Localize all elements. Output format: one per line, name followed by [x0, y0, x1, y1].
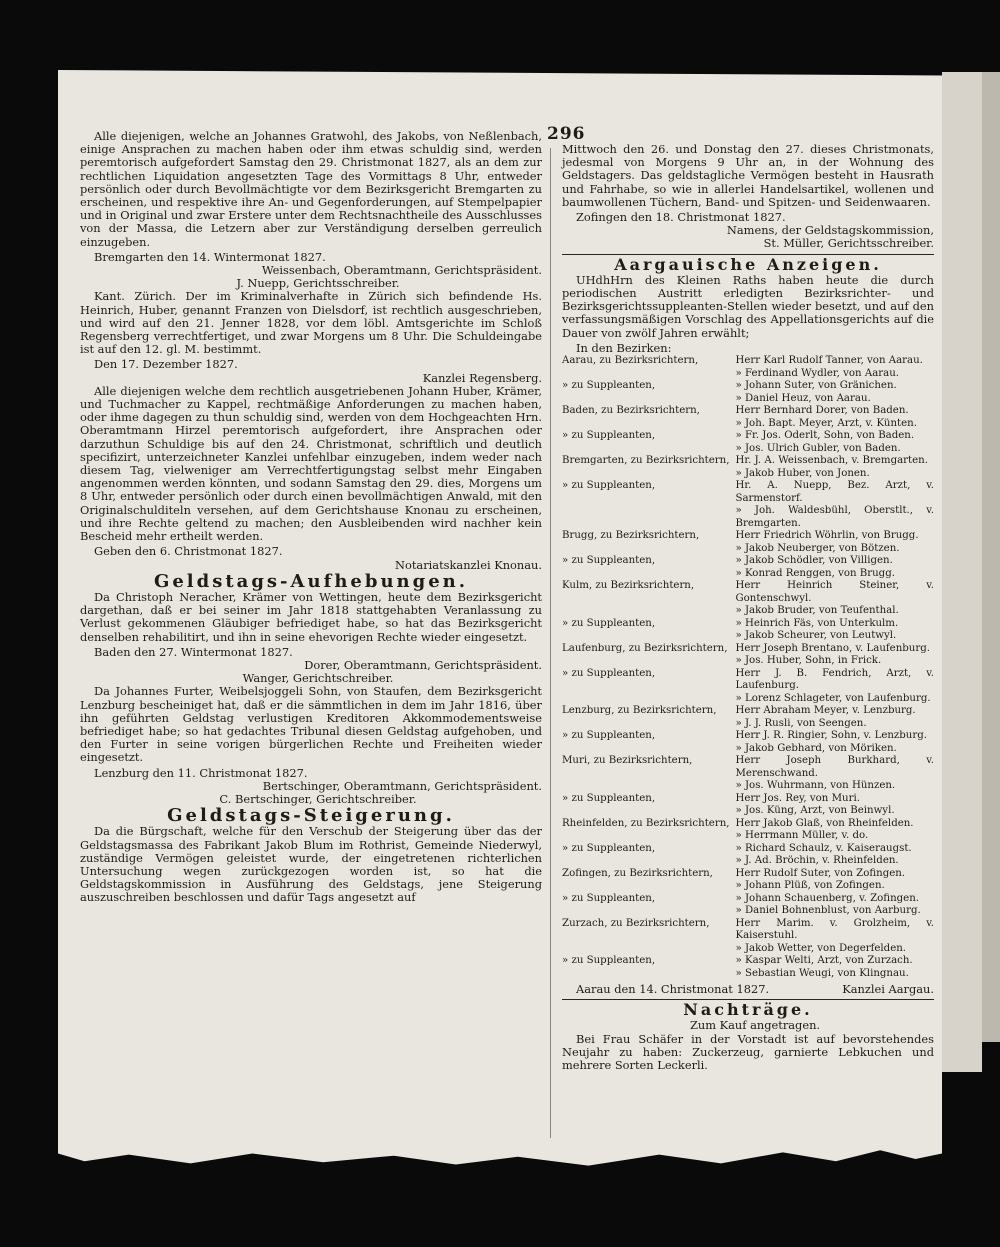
appointment-role — [562, 743, 730, 756]
appointment-row — [562, 718, 934, 731]
appointment-name: » Fr. Jos. Oderlt, Sohn, von Baden. — [735, 430, 915, 442]
appointment-role — [562, 393, 730, 406]
appointment-row — [562, 730, 934, 743]
in-den-bezirken: In den Bezirken: — [576, 340, 672, 355]
appointment-role: » zu Suppleanten, — [562, 555, 656, 567]
appointment-role — [562, 880, 730, 893]
appointment-row — [562, 893, 934, 906]
appointment-name: » Jos. Huber, Sohn, in Frick. — [735, 655, 882, 667]
appointment-row — [562, 655, 934, 668]
appointment-name: » Johann Suter, von Gränichen. — [735, 380, 897, 392]
appointment-row — [562, 430, 934, 443]
appointment-row — [562, 955, 934, 968]
appointment-name: » Daniel Heuz, von Aarau. — [735, 392, 871, 404]
appointment-row — [562, 368, 934, 381]
section-heading-steigerung: Geldstags-Steigerung. — [167, 805, 455, 827]
appointment-name: » Jakob Neuberger, von Bötzen. — [735, 542, 900, 554]
notice-signature: Weissenbach, Oberamtmann, Gerichtspräsident. — [261, 263, 542, 278]
appointment-row — [562, 818, 934, 831]
notice-date: Lenzburg den 11. Christmonat 1827. — [94, 765, 308, 780]
appointment-name: Herr Joseph Brentano, v. Laufenburg. — [735, 642, 930, 654]
appointments-table — [562, 355, 934, 980]
appointment-name: » Jakob Gebhard, von Möriken. — [735, 742, 897, 754]
appointment-role: » zu Suppleanten, — [562, 842, 656, 854]
left-column — [80, 130, 542, 907]
appointment-row — [562, 443, 934, 456]
appointment-role: » zu Suppleanten, — [562, 792, 656, 804]
appointment-name: » Sebastian Weugi, von Klingnau. — [735, 967, 909, 979]
appointment-row — [562, 630, 934, 643]
appointment-row — [562, 905, 934, 918]
appointment-row — [562, 468, 934, 481]
section-heading-nachtraege: Nachträge. — [683, 1000, 813, 1020]
appointment-row — [562, 705, 934, 718]
appointment-row — [562, 880, 934, 893]
appointment-row — [562, 793, 934, 806]
anzeigen-footer — [562, 983, 934, 996]
appointment-name: Herr Karl Rudolf Tanner, von Aarau. — [735, 355, 923, 367]
appointment-name: » Ferdinand Wydler, von Aarau. — [735, 367, 900, 379]
appointment-name: » J. J. Rusli, von Seengen. — [735, 717, 867, 729]
appointment-name: » Richard Schaulz, v. Kaiseraugst. — [735, 842, 912, 854]
notice-date: Aarau den 14. Christmonat 1827. — [576, 982, 770, 997]
appointment-name: » Jos. Wuhrmann, von Hünzen. — [735, 780, 896, 792]
appointment-row — [562, 543, 934, 556]
appointment-role — [562, 718, 730, 731]
appointment-name: Herr Jakob Glaß, von Rheinfelden. — [735, 817, 914, 829]
notice-signature: Dorer, Oberamtmann, Gerichtspräsident. — [304, 657, 542, 672]
appointment-role — [562, 655, 730, 668]
appointment-name: Herr Rudolf Suter, von Zofingen. — [735, 867, 906, 879]
column-divider — [550, 148, 551, 1138]
appointment-row — [562, 580, 934, 605]
notice-signature: C. Bertschinger, Gerichtschreiber. — [219, 791, 417, 806]
appointment-name: » Daniel Bohnenblust, von Aarburg. — [735, 905, 921, 917]
appointment-row — [562, 693, 934, 706]
next-page-edge — [942, 72, 982, 1072]
appointment-name: » Jos. Küng, Arzt, von Beinwyl. — [735, 805, 895, 817]
section-heading-anzeigen: Aargauische Anzeigen. — [614, 254, 882, 274]
notice-blum-continued: Mittwoch den 26. und Donstag den 27. dieses Christmonats, jedesmal von Morgens 9 Uhr an, in der Wohnung des Geldstagers. Das geldstagliche Vermögen besteht in Hausrath und Fahrhabe, so wie in allerlei Handelsartikel, wollenen und baumwollenen Tüchern, Band- und Spitzen- und Seidenwaaren. — [562, 142, 934, 209]
appointment-row — [562, 855, 934, 868]
appointment-role: Bremgarten, zu Bezirksrichtern, — [562, 455, 730, 467]
appointment-role — [562, 568, 730, 581]
appointment-name: » Joh. Bapt. Meyer, Arzt, v. Künten. — [735, 417, 917, 429]
appointment-name: » Jakob Schödler, von Villigen. — [735, 555, 893, 567]
appointment-row — [562, 418, 934, 431]
appointment-role — [562, 505, 730, 530]
appointment-role: Rheinfelden, zu Bezirksrichtern, — [562, 817, 730, 829]
appointment-role — [562, 543, 730, 556]
appointment-role — [562, 855, 730, 868]
notice-date: Geben den 6. Christmonat 1827. — [94, 544, 283, 559]
appointment-row — [562, 968, 934, 981]
appointment-name: Hr. J. A. Weissenbach, v. Bremgarten. — [735, 455, 928, 467]
appointment-name: » Jakob Bruder, von Teufenthal. — [735, 605, 899, 617]
appointment-role: Baden, zu Bezirksrichtern, — [562, 405, 700, 417]
appointment-row — [562, 568, 934, 581]
notice-zurich: Kant. Zürich. Der im Kriminalverhafte in Zürich sich befindende Hs. Heinrich, Huber, genannt Franzen von Dielsdorf, ist rechtlich ausgeschrieben, und wird auf den 21. Jenner 1828, vor dem löbl. Amtsgerichte im Schloß Regensberg verrechtfertiget, und zwar Morgens um 8 Uhr. Die Schuldeingabe ist auf den 12. gl. M. bestimmt. — [80, 289, 542, 357]
appointment-role — [562, 630, 730, 643]
appointment-name: Herr Heinrich Steiner, v. Gontenschwyl. — [735, 580, 934, 604]
appointment-row — [562, 480, 934, 505]
appointment-role — [562, 943, 730, 956]
appointment-role: Muri, zu Bezirksrichtern, — [562, 755, 693, 767]
section-heading-aufhebungen: Geldstags-Aufhebungen. — [153, 570, 469, 592]
notice-huber: Alle diejenigen welche dem rechtlich ausgetriebenen Johann Huber, Krämer, und Tuchmacher zu Kappel, rechtmäßige Anforderungen zu machen haben, oder ihme dagegen zu thun schuldig sind, werden von dem Hochgeachten Hrn. Oberamtmann Hirzel peremtorisch aufgefordert, ihre Ansprachen oder darzuthun Schuldige bis auf den 24. Christmonat, schriftlich und deutlich specifizirt, unterzeichneter Kanzlei unfehlbar einzugeben, indem weder nach diesem Tag, vielweniger am Verrechtfertigungstag selbst mehr Eingaben angenommen werden könnten, und sodann Samstag den 29. dies, Morgens um 8 Uhr, entweder persönlich oder durch einen bevollmächtigen Anwald, mit den Originalschulditeln versehen, auf dem Gerichtshause Knonau zu erscheinen, und ihre Rechte geltend zu machen; den Ausbleibenden wird nachher kein Bescheid mehr ertheilt werden. — [80, 383, 542, 544]
nachtraege-subheading: Zum Kauf angetragen. — [689, 1018, 821, 1033]
appointment-name: » Joh. Waldesbühl, Oberstlt., v. Bremgarten. — [735, 505, 934, 529]
notice-furter: Da Johannes Furter, Weibelsjoggeli Sohn, von Staufen, dem Bezirksgericht Lenzburg bescheiniget hat, daß er die sämmtlichen in dem im Jahr 1816, über ihn geführten Geldstag verlustigen Kreditoren Akkommodementsweise befriediget habe; so hat gedachtes Tribunal diesen Geldstag aufgehoben, und den Furter in seine vorigen bürgerlichen Rechte und Freiheiten wieder eingesetzt. — [80, 684, 542, 765]
appointment-name: » Jakob Huber, von Jonen. — [735, 467, 870, 479]
appointment-name: Herr Friedrich Wöhrlin, von Brugg. — [735, 530, 919, 542]
appointment-row — [562, 405, 934, 418]
appointment-name: Herr Bernhard Dorer, von Baden. — [735, 405, 909, 417]
appointment-row — [562, 605, 934, 618]
nachtraege-text: Bei Frau Schäfer in der Vorstadt ist auf bevorstehendes Neujahr zu haben: Zuckerzeug, garnierte Lebkuchen und mehrere Sorten Leckerli. — [562, 1031, 934, 1073]
appointment-role: Zurzach, zu Bezirksrichtern, — [562, 917, 710, 929]
page-number: 296 — [547, 124, 586, 144]
appointment-name: » Johann Plüß, von Zofingen. — [735, 880, 885, 892]
appointment-name: Herr Joseph Burkhard, v. Merenschwand. — [735, 755, 934, 779]
notice-signature: J. Nuepp, Gerichtsschreiber. — [236, 276, 400, 291]
appointment-role: » zu Suppleanten, — [562, 617, 656, 629]
appointment-name: » Kaspar Welti, Arzt, von Zurzach. — [735, 955, 913, 967]
appointment-row — [562, 380, 934, 393]
notice-signature: Namens, der Geldstagskommission, — [726, 223, 934, 238]
appointment-role — [562, 693, 730, 706]
notice-neracher: Da Christoph Neracher, Krämer von Wettingen, heute dem Bezirksgericht dargethan, daß er bei seiner im Jahr 1818 stattgehabten Veranlassung zu Verlust gekommenen Gläubiger befriediget habe, so hat das Bezirksgericht denselben rehabilitirt, und ihn in seine ehevorigen Rechte wieder eingesetzt. — [80, 589, 542, 644]
appointment-role — [562, 905, 730, 918]
notice-date: Baden den 27. Wintermonat 1827. — [94, 644, 293, 659]
appointment-row — [562, 943, 934, 956]
appointment-row — [562, 530, 934, 543]
appointment-role: » zu Suppleanten, — [562, 892, 656, 904]
appointment-role: » zu Suppleanten, — [562, 430, 656, 442]
appointment-name: » Jakob Scheurer, von Leutwyl. — [735, 630, 897, 642]
appointment-name: » Heinrich Fäs, von Unterkulm. — [735, 617, 899, 629]
appointment-row — [562, 355, 934, 368]
appointment-role — [562, 780, 730, 793]
appointment-row — [562, 555, 934, 568]
appointment-role — [562, 418, 730, 431]
appointment-role: » zu Suppleanten, — [562, 730, 656, 742]
appointment-role — [562, 805, 730, 818]
right-column — [562, 143, 934, 1074]
notice-signature: St. Müller, Gerichtsschreiber. — [763, 236, 934, 251]
appointment-role — [562, 468, 730, 481]
appointment-name: » Jakob Wetter, von Degerfelden. — [735, 942, 907, 954]
appointment-row — [562, 618, 934, 631]
appointment-role: » zu Suppleanten, — [562, 667, 656, 679]
appointment-name: » J. Ad. Bröchin, v. Rheinfelden. — [735, 855, 899, 867]
appointment-role: » zu Suppleanten, — [562, 955, 656, 967]
appointment-name: Herr Jos. Rey, von Muri. — [735, 792, 860, 804]
appointment-role: » zu Suppleanten, — [562, 380, 656, 392]
appointment-role: Kulm, zu Bezirksrichtern, — [562, 580, 695, 592]
book-edge-strip — [982, 72, 1000, 1042]
notice-gratwohl: Alle diejenigen, welche an Johannes Gratwohl, des Jakobs, von Neßlenbach, einige Ansprachen zu machen haben oder ihm etwas schuldig sind, werden peremtorisch aufgefordert Samstag den 29. Christmonat 1827, als an dem zur rechtlichen Liquidation angesetzten Tage des Vormittags 8 Uhr, entweder persönlich oder durch Bevollmächtigte vor dem Bezirksgericht Bremgarten zu erscheinen, und respektive ihre An- und Gegenforderungen, auf Stempelpapier und in Original und zwar Erstere unter dem Rechtsnachtheile des Ausschlusses von der Massa, die Letzern aber zur Verständigung derselben gerreulich einzugeben. — [80, 129, 542, 249]
appointment-row — [562, 868, 934, 881]
appointment-role: Brugg, zu Bezirksrichtern, — [562, 530, 700, 542]
appointment-row — [562, 918, 934, 943]
appointment-row — [562, 455, 934, 468]
appointment-name: » Lorenz Schlageter, von Laufenburg. — [735, 692, 931, 704]
anzeigen-intro: UHdhHrn des Kleinen Raths haben heute die durch periodischen Austritt erledigten Bezirksrichter- und Bezirksgerichtssuppleanten-Stellen wieder besetzt, und auf den verfassungsmäßigen Vorschlag des Appellationsgerichts auf die Dauer von zwölf Jahren erwählt; — [562, 272, 934, 340]
appointment-role — [562, 968, 730, 981]
appointment-name: Herr J. R. Ringier, Sohn, v. Lenzburg. — [735, 730, 927, 742]
appointment-role — [562, 443, 730, 456]
appointment-role: Laufenburg, zu Bezirksrichtern, — [562, 642, 728, 654]
appointment-name: Herr J. B. Fendrich, Arzt, v. Laufenburg. — [735, 667, 934, 692]
appointment-row — [562, 805, 934, 818]
notice-blum: Da die Bürgschaft, welche für den Verschub der Steigerung über das der Geldstagsmassa des Fabrikant Jakob Blum im Rothrist, Gemeinde Niederwyl, zuständige Vermögen geleistet wurde, der eingetretenen richterlichen Untersuchung wegen zurückgezogen worden ist, so hat die Geldstagskommission in Ausführung des Geldstags, jene Steigerung auszuschreiben beschlossen und dafür Tags angesetzt auf — [80, 824, 542, 905]
notice-signature: Wanger, Gerichtschreiber. — [242, 671, 394, 686]
appointment-name: » Konrad Renggen, von Brugg. — [735, 567, 895, 579]
appointment-name: Herr Abraham Meyer, v. Lenzburg. — [735, 705, 916, 717]
notice-signature: Kanzlei Aargau. — [842, 982, 934, 997]
appointment-row — [562, 643, 934, 656]
appointment-row — [562, 505, 934, 530]
appointment-role — [562, 368, 730, 381]
notice-signature: Notariatskanzlei Knonau. — [395, 557, 542, 572]
appointment-row — [562, 830, 934, 843]
appointment-name: » Herrmann Müller, v. do. — [735, 830, 869, 842]
notice-date: Bremgarten den 14. Wintermonat 1827. — [94, 249, 326, 264]
appointment-role — [562, 605, 730, 618]
appointment-row — [562, 668, 934, 693]
appointment-name: » Johann Schauenberg, v. Zofingen. — [735, 892, 920, 904]
appointment-role: » zu Suppleanten, — [562, 480, 656, 492]
appointment-name: » Jos. Ulrich Gubler, von Baden. — [735, 442, 901, 454]
appointment-name: Hr. A. Nuepp, Bez. Arzt, v. Sarmenstorf. — [735, 480, 934, 504]
notice-signature: Kanzlei Regensberg. — [422, 370, 542, 385]
appointment-row — [562, 780, 934, 793]
appointment-row — [562, 843, 934, 856]
appointment-role: Aarau, zu Bezirksrichtern, — [562, 355, 699, 367]
appointment-name: Herr Marim. v. Grolzheim, v. Kaiserstuhl. — [735, 917, 934, 942]
appointment-row — [562, 393, 934, 406]
appointment-role: Zofingen, zu Bezirksrichtern, — [562, 867, 713, 879]
notice-signature: Bertschinger, Oberamtmann, Gerichtspräsident. — [262, 778, 542, 793]
appointment-role — [562, 830, 730, 843]
notice-date: Den 17. Dezember 1827. — [94, 357, 238, 372]
appointment-role: Lenzburg, zu Bezirksrichtern, — [562, 705, 717, 717]
appointment-row — [562, 755, 934, 780]
appointment-row — [562, 743, 934, 756]
notice-date: Zofingen den 18. Christmonat 1827. — [576, 210, 786, 225]
